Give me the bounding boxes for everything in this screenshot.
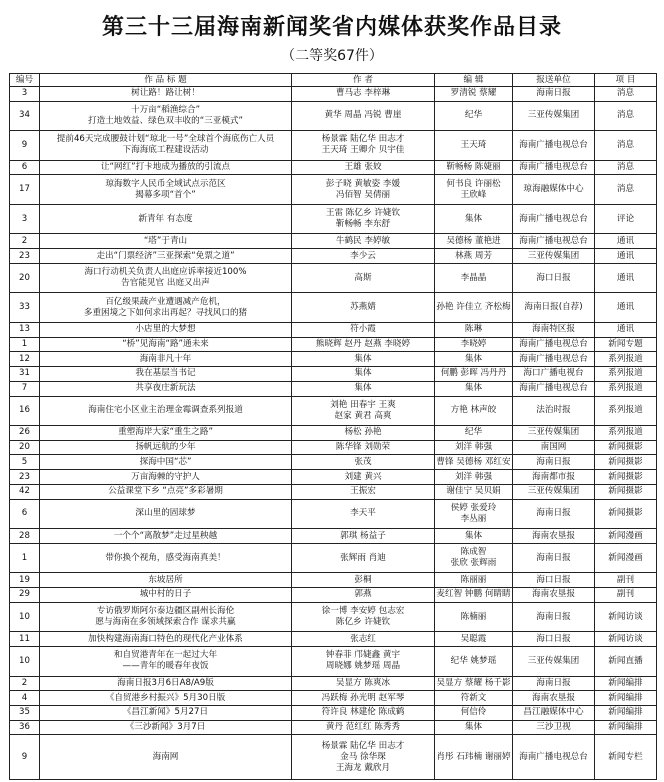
cell-title: 《昌江新闻》5月27日 xyxy=(40,706,292,721)
cell-editor: 李晶晶 xyxy=(435,263,513,292)
cell-number: 16 xyxy=(10,396,40,425)
cell-author: 集体 xyxy=(292,352,435,367)
table-row xyxy=(10,352,657,367)
cell-unit: 海口日报 xyxy=(513,573,595,588)
cell-title: 公益课堂下乡 “点亮”多彩暑期 xyxy=(40,484,292,499)
cell-unit: 海南日报 xyxy=(513,602,595,631)
table-row xyxy=(10,131,657,160)
header-author: 作 者 xyxy=(292,74,435,87)
cell-title: 海南非凡十年 xyxy=(40,352,292,367)
table-row xyxy=(10,676,657,691)
cell-title: 我在基层当书记 xyxy=(40,367,292,382)
cell-title: 树让路！路让树！ xyxy=(40,87,292,102)
cell-item: 新闻编排 xyxy=(595,676,657,691)
cell-number: 29 xyxy=(10,588,40,603)
table-row xyxy=(10,293,657,322)
cell-editor: 靳畅畅 陈婕丽 xyxy=(435,160,513,175)
cell-author: 王雄 张姣 xyxy=(292,160,435,175)
cell-title: 海南网 xyxy=(40,735,292,779)
cell-author: 彭子晓 黄敏姿 李媛 冯佰智 吴倩丽 xyxy=(292,175,435,204)
cell-author: 郭琪 杨益子 xyxy=(292,529,435,544)
cell-title: 扬帆远航的少年 xyxy=(40,440,292,455)
cell-unit: 海南广播电视总台 xyxy=(513,735,595,779)
table-row xyxy=(10,440,657,455)
cell-item: 新闻摄影 xyxy=(595,484,657,499)
cell-author: 彭桐 xyxy=(292,573,435,588)
cell-title: 十万亩“稻渔综合” 打造土地效益、绿色双丰收的“三亚模式” xyxy=(40,101,292,130)
cell-author: 刘建 黄兴 xyxy=(292,470,435,485)
table-row xyxy=(10,602,657,631)
cell-unit: 海南农垦报 xyxy=(513,588,595,603)
cell-author: 黄华 周晶 冯锐 曹崖 xyxy=(292,101,435,130)
cell-title: 共享夜庄新玩法 xyxy=(40,381,292,396)
cell-author: 集体 xyxy=(292,381,435,396)
cell-title: 专访俄罗斯阿尔泰边疆区副州长海伦 愿与海南在多领域探索合作 谋求共赢 xyxy=(40,602,292,631)
cell-title: 百亿级果蔬产业遭遇减产危机， 多重困境之下如何求出再起？寻找风口的猪 xyxy=(40,293,292,322)
cell-item: 副刊 xyxy=(595,588,657,603)
cell-number: 3 xyxy=(10,87,40,102)
table-row xyxy=(10,337,657,352)
table-row xyxy=(10,455,657,470)
cell-number: 23 xyxy=(10,249,40,264)
cell-editor: 集体 xyxy=(435,381,513,396)
cell-editor: 吴显方 蔡耀 杨千影 xyxy=(435,676,513,691)
cell-number: 36 xyxy=(10,720,40,735)
cell-title: 城中村的日子 xyxy=(40,588,292,603)
cell-unit: 三亚传媒集团 xyxy=(513,249,595,264)
cell-item: 通讯 xyxy=(595,249,657,264)
cell-author: 杨景霖 陆亿华 田志才 王天琦 王卿介 贝宇佳 xyxy=(292,131,435,160)
cell-editor: 曹锋 吴德杨 邓红安 xyxy=(435,455,513,470)
cell-item: 新闻编排 xyxy=(595,691,657,706)
cell-editor: 集体 xyxy=(435,352,513,367)
cell-item: 系列报道 xyxy=(595,381,657,396)
table-row xyxy=(10,367,657,382)
cell-unit: 三亚传媒集团 xyxy=(513,101,595,130)
cell-author: 陈华锋 刘勋荣 xyxy=(292,440,435,455)
cell-number: 34 xyxy=(10,101,40,130)
header-row xyxy=(10,74,657,87)
cell-number: 4 xyxy=(10,691,40,706)
cell-editor: 王天琦 xyxy=(435,131,513,160)
cell-title: 东坡居所 xyxy=(40,573,292,588)
table-header xyxy=(10,74,657,87)
cell-unit: 海南广播电视总台 xyxy=(513,381,595,396)
cell-editor: 方艳 林声皎 xyxy=(435,396,513,425)
cell-unit: 三亚传媒集团 xyxy=(513,426,595,441)
cell-title: 小店里的大梦想 xyxy=(40,322,292,337)
cell-item: 新闻摄影 xyxy=(595,440,657,455)
cell-unit: 海南广播电视总台 xyxy=(513,131,595,160)
cell-author: 曹马志 李梓琳 xyxy=(292,87,435,102)
cell-item: 通讯 xyxy=(595,234,657,249)
cell-editor: 罗清锐 蔡耀 xyxy=(435,87,513,102)
cell-item: 新闻漫画 xyxy=(595,543,657,572)
cell-item: 新闻直播 xyxy=(595,647,657,676)
cell-item: 新闻访谈 xyxy=(595,632,657,647)
award-list-table xyxy=(9,73,657,780)
cell-author: 刘艳 田春宇 王爽 赵家 黄君 高爽 xyxy=(292,396,435,425)
cell-author: 集体 xyxy=(292,367,435,382)
cell-title: 一个个“离散梦”走过星秧越 xyxy=(40,529,292,544)
cell-unit: 南国网 xyxy=(513,440,595,455)
cell-unit: 海口广播电视台 xyxy=(513,367,595,382)
cell-number: 42 xyxy=(10,484,40,499)
cell-author: 张辉雨 肖迪 xyxy=(292,543,435,572)
cell-editor: 陈琳 xyxy=(435,322,513,337)
cell-editor: 何信伶 xyxy=(435,706,513,721)
cell-author: 符小霞 xyxy=(292,322,435,337)
cell-unit: 海南广播电视总台 xyxy=(513,160,595,175)
table-row xyxy=(10,499,657,528)
table-row xyxy=(10,706,657,721)
cell-editor: 侯婷 张爱玲 李丛丽 xyxy=(435,499,513,528)
cell-item: 消息 xyxy=(595,175,657,204)
cell-item: 副刊 xyxy=(595,573,657,588)
table-row xyxy=(10,647,657,676)
cell-editor: 纪华 xyxy=(435,101,513,130)
cell-item: 系列报道 xyxy=(595,367,657,382)
table-row xyxy=(10,249,657,264)
cell-title: 探海中国“芯” xyxy=(40,455,292,470)
cell-item: 系列报道 xyxy=(595,352,657,367)
cell-item: 新闻摄影 xyxy=(595,455,657,470)
cell-author: 张茂 xyxy=(292,455,435,470)
cell-unit: 海南广播电视总台 xyxy=(513,352,595,367)
cell-item: 新闻专题 xyxy=(595,337,657,352)
table-row xyxy=(10,426,657,441)
cell-number: 2 xyxy=(10,234,40,249)
cell-editor: 符新文 xyxy=(435,691,513,706)
table-row xyxy=(10,691,657,706)
cell-editor: 集体 xyxy=(435,204,513,233)
table-row xyxy=(10,470,657,485)
cell-author: 符许良 林建伦 陈成鹤 xyxy=(292,706,435,721)
cell-number: 3 xyxy=(10,204,40,233)
cell-number: 33 xyxy=(10,293,40,322)
cell-item: 消息 xyxy=(595,101,657,130)
cell-unit: 海南都市报 xyxy=(513,470,595,485)
cell-item: 新闻摄影 xyxy=(595,499,657,528)
cell-author: 杨景霖 陆亿华 田志才 金马 徐华琛 王海龙 戴欣月 xyxy=(292,735,435,779)
header-unit: 报送单位 xyxy=(513,74,595,87)
cell-author: 苏燕婧 xyxy=(292,293,435,322)
cell-unit: 海南特区报 xyxy=(513,322,595,337)
cell-number: 26 xyxy=(10,426,40,441)
cell-unit: 海南日报 xyxy=(513,499,595,528)
cell-item: 新闻访谈 xyxy=(595,602,657,631)
cell-editor: 谢佳宁 吴贝娟 xyxy=(435,484,513,499)
table-row xyxy=(10,396,657,425)
cell-number: 23 xyxy=(10,470,40,485)
cell-unit: 海南广播电视总台 xyxy=(513,204,595,233)
cell-unit: 海口日报 xyxy=(513,263,595,292)
cell-editor: 吴聪霞 xyxy=(435,632,513,647)
cell-number: 20 xyxy=(10,440,40,455)
cell-author: 钟春菲 邝婕鑫 黄宇 周晓娜 姚梦瑶 周晶 xyxy=(292,647,435,676)
cell-editor: 纪华 xyxy=(435,426,513,441)
cell-author: 张志红 xyxy=(292,632,435,647)
table-row xyxy=(10,87,657,102)
cell-author: 王雷 陈亿乡 许婕钦 靳畅畅 李东舒 xyxy=(292,204,435,233)
table-row xyxy=(10,573,657,588)
cell-author: 高斯 xyxy=(292,263,435,292)
cell-number: 5 xyxy=(10,455,40,470)
cell-unit: 昌江融媒体中心 xyxy=(513,706,595,721)
cell-editor: 李晓婷 xyxy=(435,337,513,352)
table-row xyxy=(10,543,657,572)
cell-number: 17 xyxy=(10,175,40,204)
cell-number: 1 xyxy=(10,543,40,572)
cell-unit: 海南农垦报 xyxy=(513,529,595,544)
cell-unit: 海南日报 xyxy=(513,87,595,102)
cell-title: “桥”见海南“路”通未来 xyxy=(40,337,292,352)
cell-item: 通讯 xyxy=(595,322,657,337)
cell-number: 35 xyxy=(10,706,40,721)
document-title: 第三十三届海南新闻奖省内媒体获奖作品目录 xyxy=(101,15,562,40)
cell-unit: 琼海融媒体中心 xyxy=(513,175,595,204)
table-row xyxy=(10,263,657,292)
cell-author: 黄丹 范红红 陈秀秀 xyxy=(292,720,435,735)
cell-author: 李少云 xyxy=(292,249,435,264)
cell-unit: 海南日报 xyxy=(513,455,595,470)
cell-title: 《三沙新闻》3月7日 xyxy=(40,720,292,735)
cell-title: 让“网红”打卡地成为播放的引流点 xyxy=(40,160,292,175)
cell-unit: 三亚传媒集团 xyxy=(513,484,595,499)
cell-author: 李天平 xyxy=(292,499,435,528)
table-row xyxy=(10,204,657,233)
cell-title: 海南住宅小区业主治理金霉调查系列报道 xyxy=(40,396,292,425)
cell-number: 11 xyxy=(10,632,40,647)
header-item: 项 目 xyxy=(595,74,657,87)
cell-title: 和自贸港青年在一起过大年 ——青年的暖春年夜饭 xyxy=(40,647,292,676)
cell-author: 徐一博 李安婷 包志宏 陈亿乡 许婕钦 xyxy=(292,602,435,631)
cell-number: 2 xyxy=(10,676,40,691)
cell-title: 新青年 有态度 xyxy=(40,204,292,233)
cell-editor: 肖彤 石玮楠 谢丽婷 xyxy=(435,735,513,779)
cell-editor: 刘洋 韩强 xyxy=(435,440,513,455)
cell-author: 王振宏 xyxy=(292,484,435,499)
table-row xyxy=(10,588,657,603)
cell-author: 杨松 孙艳 xyxy=(292,426,435,441)
table-row xyxy=(10,735,657,779)
cell-editor: 麦红智 钟鹏 何睛睛 xyxy=(435,588,513,603)
table-row xyxy=(10,322,657,337)
table-row xyxy=(10,175,657,204)
cell-author: 冯跃梅 孙光明 赵军琴 xyxy=(292,691,435,706)
cell-title: 走出“门票经济”三亚探索“免票之道” xyxy=(40,249,292,264)
cell-title: 万亩海棘的守护人 xyxy=(40,470,292,485)
cell-editor: 何鹏 彭晖 冯丹丹 xyxy=(435,367,513,382)
cell-editor: 集体 xyxy=(435,529,513,544)
cell-title: 《自贸港乡村振兴》5月30日版 xyxy=(40,691,292,706)
header-number: 编号 xyxy=(10,74,40,87)
cell-title: 重塑海岸大家“重生之路” xyxy=(40,426,292,441)
cell-editor: 何书良 许丽松 王欣峰 xyxy=(435,175,513,204)
cell-title: 深山里的固球梦 xyxy=(40,499,292,528)
cell-title: 带你换个视角，感受海南真美！ xyxy=(40,543,292,572)
cell-number: 7 xyxy=(10,381,40,396)
table-row xyxy=(10,160,657,175)
cell-item: 新闻专栏 xyxy=(595,735,657,779)
cell-unit: 海南广播电视总台 xyxy=(513,337,595,352)
cell-number: 10 xyxy=(10,647,40,676)
table-row xyxy=(10,381,657,396)
cell-item: 新闻编排 xyxy=(595,706,657,721)
table-row xyxy=(10,234,657,249)
cell-editor: 刘洋 韩强 xyxy=(435,470,513,485)
cell-number: 9 xyxy=(10,131,40,160)
cell-unit: 海南农垦报 xyxy=(513,691,595,706)
cell-number: 10 xyxy=(10,602,40,631)
cell-unit: 海南日报 xyxy=(513,543,595,572)
cell-author: 郭燕 xyxy=(292,588,435,603)
document-subtitle: （二等奖67件） xyxy=(281,48,383,64)
cell-item: 新闻漫画 xyxy=(595,529,657,544)
cell-editor: 孙艳 许佳立 齐松梅 xyxy=(435,293,513,322)
table-body xyxy=(10,87,657,780)
cell-title: “塔”于青山 xyxy=(40,234,292,249)
cell-item: 通讯 xyxy=(595,263,657,292)
cell-unit: 三沙卫视 xyxy=(513,720,595,735)
table-row xyxy=(10,529,657,544)
cell-item: 消息 xyxy=(595,131,657,160)
cell-unit: 海南广播电视总台 xyxy=(513,234,595,249)
cell-number: 20 xyxy=(10,263,40,292)
cell-number: 19 xyxy=(10,573,40,588)
cell-number: 1 xyxy=(10,337,40,352)
cell-editor: 陈楠丽 xyxy=(435,602,513,631)
cell-author: 熊晓辉 赵丹 赵燕 李晓婷 xyxy=(292,337,435,352)
cell-unit: 海南日报(自荐) xyxy=(513,293,595,322)
header-title: 作 品 标 题 xyxy=(40,74,292,87)
cell-title: 海口行动机关负责人出庭应诉率接近100% 告官能见官 出庭又出声 xyxy=(40,263,292,292)
cell-author: 吴显方 陈爽冰 xyxy=(292,676,435,691)
cell-item: 新闻摄影 xyxy=(595,470,657,485)
cell-unit: 海口日报 xyxy=(513,632,595,647)
cell-number: 6 xyxy=(10,499,40,528)
cell-item: 消息 xyxy=(595,87,657,102)
cell-title: 加快构建海南海口特色的现代化产业体系 xyxy=(40,632,292,647)
cell-number: 13 xyxy=(10,322,40,337)
cell-item: 通讯 xyxy=(595,293,657,322)
cell-item: 系列报道 xyxy=(595,426,657,441)
cell-item: 新闻编排 xyxy=(595,720,657,735)
cell-number: 9 xyxy=(10,735,40,779)
cell-number: 28 xyxy=(10,529,40,544)
cell-item: 消息 xyxy=(595,160,657,175)
table-row xyxy=(10,484,657,499)
cell-title: 提前46天完成腰鼓计划“琼北一号”全球首个海底伤亡人员 下海海底工程建设活动 xyxy=(40,131,292,160)
cell-unit: 三亚传媒集团 xyxy=(513,647,595,676)
cell-item: 评论 xyxy=(595,204,657,233)
cell-editor: 陈成智 张欣 张辉雨 xyxy=(435,543,513,572)
cell-author: 牛鹤民 李婷敏 xyxy=(292,234,435,249)
cell-unit: 海南日报 xyxy=(513,676,595,691)
cell-title: 海南日报3月6日A8/A9版 xyxy=(40,676,292,691)
cell-number: 12 xyxy=(10,352,40,367)
cell-editor: 集体 xyxy=(435,720,513,735)
cell-editor: 陈丽丽 xyxy=(435,573,513,588)
cell-number: 31 xyxy=(10,367,40,382)
table-row xyxy=(10,632,657,647)
table-row xyxy=(10,101,657,130)
cell-editor: 林燕 周芳 xyxy=(435,249,513,264)
cell-editor: 纪华 姚梦瑶 xyxy=(435,647,513,676)
cell-editor: 吴德杨 董艳进 xyxy=(435,234,513,249)
header-editor: 编 辑 xyxy=(435,74,513,87)
cell-title: 琼海数字人民币全域试点示范区 揭幕多项“首个” xyxy=(40,175,292,204)
cell-number: 6 xyxy=(10,160,40,175)
cell-unit: 法治时报 xyxy=(513,396,595,425)
table-row xyxy=(10,720,657,735)
cell-item: 系列报道 xyxy=(595,396,657,425)
